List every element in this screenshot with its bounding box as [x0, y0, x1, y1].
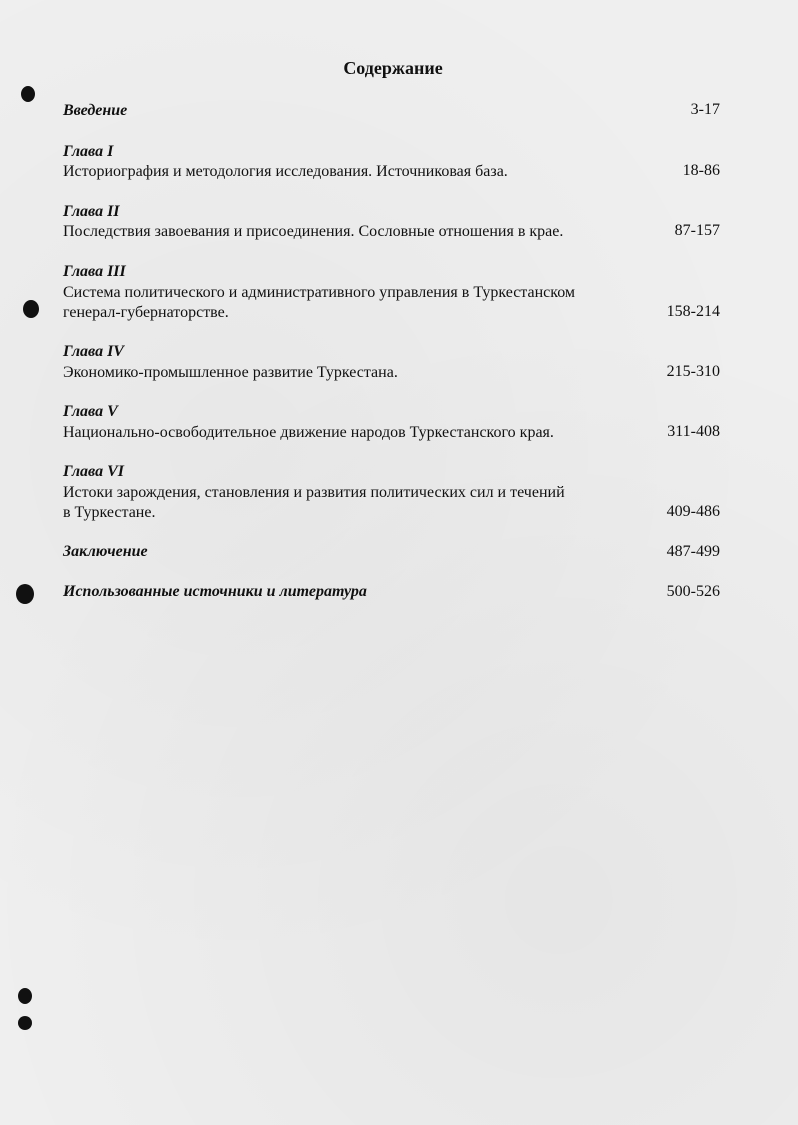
page-title: Содержание [343, 58, 443, 78]
toc-label-chapter-3: Глава III [63, 263, 126, 280]
toc-pages-sources: 500-526 [666, 583, 720, 600]
toc-pages-chapter-6: 409-486 [666, 503, 720, 520]
toc-pages-chapter-5: 311-408 [667, 423, 720, 440]
toc-label-chapter-5: Глава V [63, 403, 118, 420]
toc-pages-chapter-1: 18-86 [682, 162, 720, 179]
toc-text-chapter-3-line-2: генерал-губернаторстве. [63, 304, 229, 321]
toc-text-chapter-1: Историография и методология исследования. Источниковая база. [63, 163, 508, 180]
toc-pages-chapter-2: 87-157 [674, 222, 720, 239]
toc-pages-introduction: 3-17 [690, 101, 720, 118]
toc-text-chapter-6-line-2: в Туркестане. [63, 504, 156, 521]
toc-text-chapter-4: Экономико-промышленное развитие Туркестана. [63, 364, 398, 381]
toc-label-conclusion: Заключение [63, 543, 148, 560]
toc-label-introduction: Введение [63, 102, 128, 119]
punch-hole-mark [18, 1016, 32, 1030]
punch-hole-mark [23, 300, 39, 318]
toc-pages-conclusion: 487-499 [666, 543, 720, 560]
toc-label-chapter-2: Глава II [63, 203, 120, 220]
punch-hole-mark [18, 988, 32, 1004]
toc-label-chapter-4: Глава IV [63, 343, 124, 360]
toc-label-chapter-1: Глава I [63, 143, 114, 160]
toc-pages-chapter-3: 158-214 [666, 303, 720, 320]
punch-hole-mark [16, 584, 34, 604]
toc-text-chapter-5: Национально-освободительное движение народов Туркестанского края. [63, 424, 554, 441]
punch-hole-mark [21, 86, 35, 102]
toc-label-chapter-6: Глава VI [63, 463, 124, 480]
toc-text-chapter-2: Последствия завоевания и присоединения. Сословные отношения в крае. [63, 223, 564, 240]
toc-pages-chapter-4: 215-310 [666, 363, 720, 380]
toc-text-chapter-3-line-1: Система политического и административного управления в Туркестанском [63, 284, 576, 301]
toc-text-chapter-6-line-1: Истоки зарождения, становления и развития политических сил и течений [63, 484, 565, 501]
toc-label-sources: Использованные источники и литература [63, 583, 367, 600]
